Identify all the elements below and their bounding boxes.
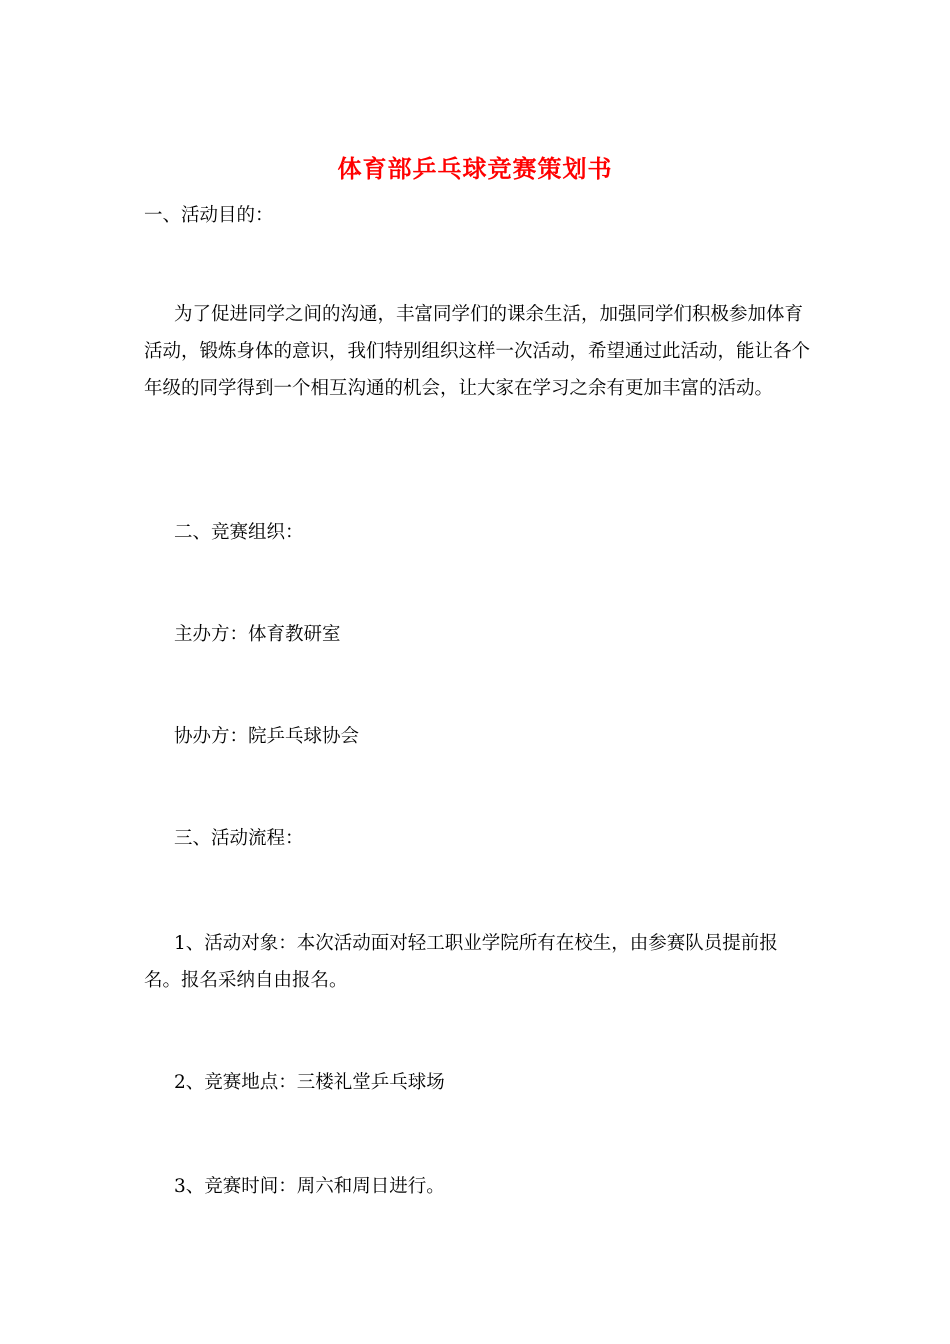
process-item-venue: 2、竞赛地点：三楼礼堂乒乓球场	[174, 1072, 445, 1093]
section-heading-purpose: 一、活动目的：	[144, 205, 274, 226]
process-item-time: 3、竞赛时间：周六和周日进行。	[174, 1176, 445, 1197]
section-heading-process: 三、活动流程：	[174, 828, 304, 849]
section-heading-organization: 二、竞赛组织：	[174, 522, 304, 543]
co-host-line: 协办方：院乒乓球协会	[174, 726, 360, 747]
document-title: 体育部乒乓球竞赛策划书	[337, 154, 613, 183]
purpose-paragraph: 为了促进同学之间的沟通，丰富同学们的课余生活，加强同学们积极参加体育活动，锻炼身体的意识，我们特别组织这样一次活动，希望通过此活动，能让各个年级的同学得到一个相互沟通的机会，让大家在学习之余有更加丰富的活动。	[144, 304, 811, 399]
host-line: 主办方：体育教研室	[174, 624, 341, 645]
process-item-participants: 1、活动对象：本次活动面对轻工职业学院所有在校生，由参赛队员提前报名。报名采纳自由报名。	[144, 933, 778, 991]
